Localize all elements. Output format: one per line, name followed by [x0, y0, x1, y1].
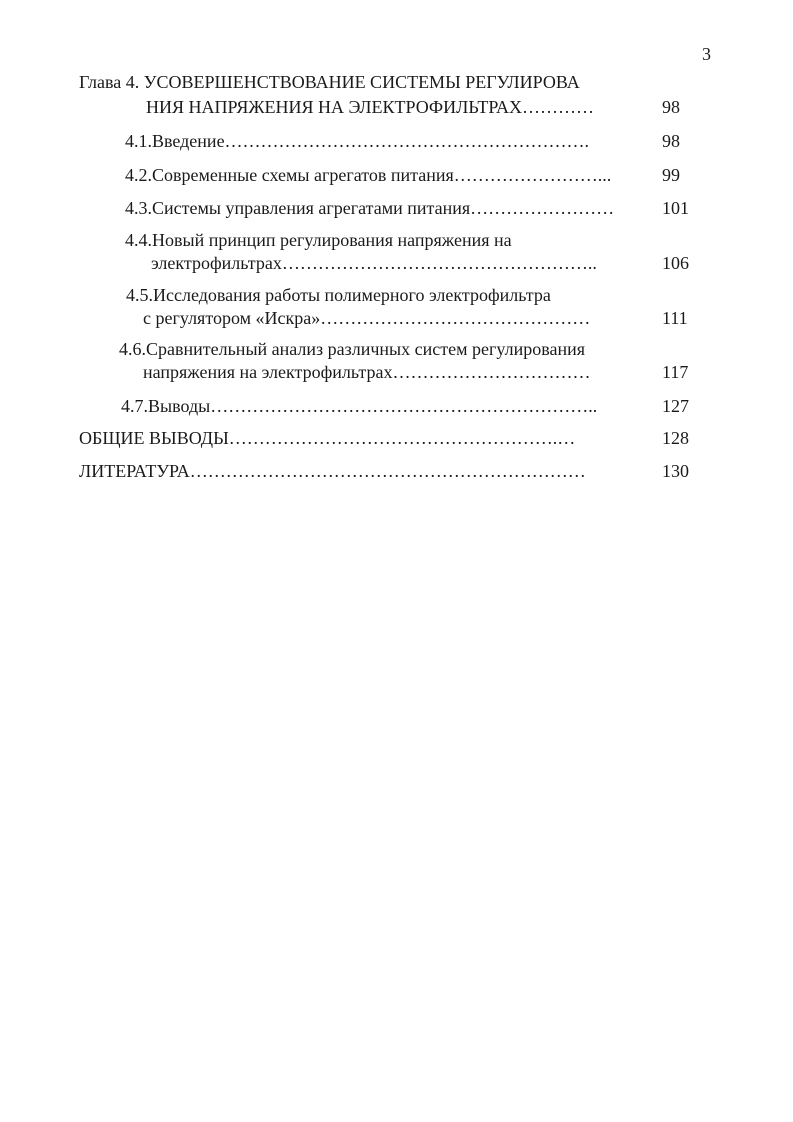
- toc-literature-label: ЛИТЕРАТУРА…………………………………………………………: [79, 461, 586, 481]
- toc-general-conclusions-label: ОБЩИЕ ВЫВОДЫ……………………………………………….…: [79, 428, 576, 448]
- toc-item-label: 4.3.Системы управления агрегатами питания……………………: [125, 198, 615, 218]
- toc-item-label-line-1: 4.5.Исследования работы полимерного электрофильтра: [126, 285, 551, 305]
- toc-item-label-line-1: 4.6.Сравнительный анализ различных систем регулирования: [119, 339, 586, 359]
- toc-item-label-line-2: с регулятором «Искра»………………………………………: [143, 308, 591, 328]
- toc-item-label-line-1: 4.4.Новый принцип регулирования напряжения на: [125, 230, 512, 250]
- toc-item-page: 111: [662, 308, 688, 328]
- page-number: 3: [702, 44, 711, 64]
- toc-item-page: 117: [662, 362, 689, 382]
- toc-chapter-4-page: 98: [662, 97, 680, 117]
- toc-item-label: 4.7.Выводы………………………………………………………..: [121, 396, 598, 416]
- toc-item-label-line-2: электрофильтрах……………………………………………..: [151, 253, 597, 273]
- toc-item-page: 106: [662, 253, 689, 273]
- toc-literature-page: 130: [662, 461, 689, 481]
- toc-item-page: 99: [662, 165, 680, 185]
- toc-item-page: 127: [662, 396, 689, 416]
- toc-general-conclusions-page: 128: [662, 428, 689, 448]
- toc-chapter-4-title-line-1: Глава 4. УСОВЕРШЕНСТВОВАНИЕ СИСТЕМЫ РЕГУЛИРОВА: [79, 72, 580, 92]
- toc-chapter-4-title-line-2: НИЯ НАПРЯЖЕНИЯ НА ЭЛЕКТРОФИЛЬТРАХ…………: [146, 97, 595, 117]
- toc-item-page: 98: [662, 131, 680, 151]
- toc-item-page: 101: [662, 198, 689, 218]
- toc-item-label-line-2: напряжения на электрофильтрах……………………………: [143, 362, 591, 382]
- toc-item-label: 4.2.Современные схемы агрегатов питания……………………...: [125, 165, 612, 185]
- toc-item-label: 4.1.Введение…………………………………………………….: [125, 131, 590, 151]
